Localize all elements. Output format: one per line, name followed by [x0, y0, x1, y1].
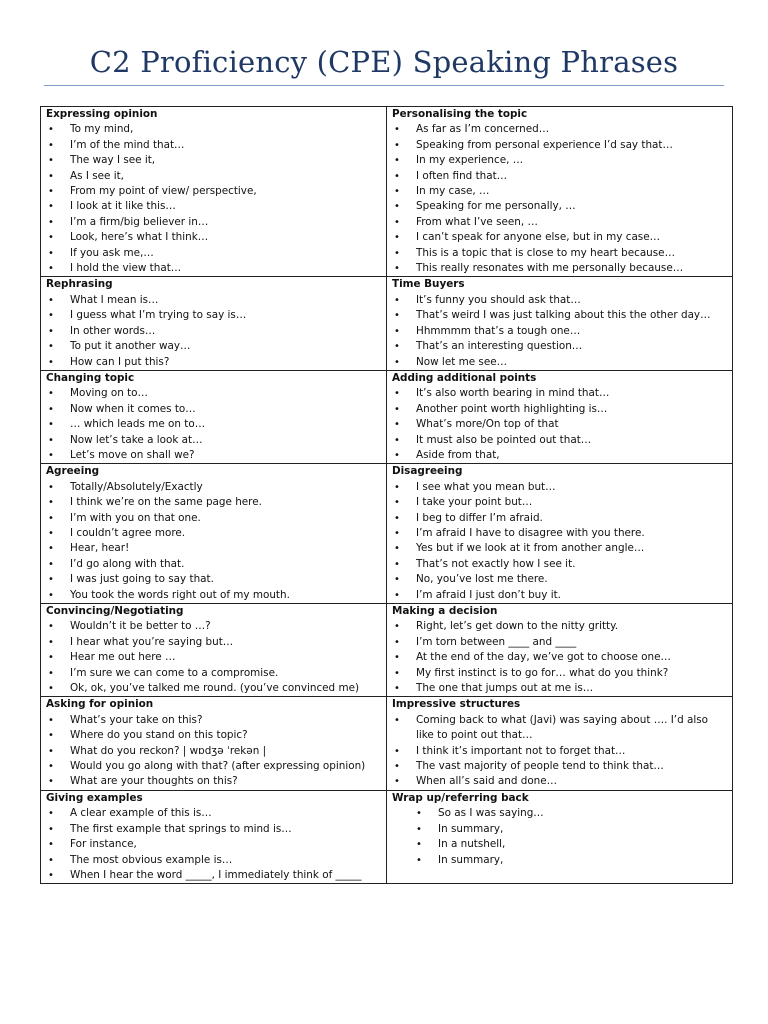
phrase-item: • At the end of the day, we’ve got to choose one…: [392, 650, 728, 665]
phrase-item: • I’d go along with that.: [46, 557, 382, 572]
phrase-item: • The first example that springs to mind is…: [46, 822, 382, 837]
phrase-list: [392, 293, 728, 370]
phrase-item: • It must also be pointed out that…: [392, 433, 728, 448]
phrase-section: [387, 604, 733, 697]
section-heading: Adding additional points: [392, 371, 537, 384]
phrase-item: • Hear, hear!: [46, 541, 382, 556]
phrase-item: • How can I put this?: [46, 355, 382, 370]
section-heading: Making a decision: [392, 605, 498, 617]
phrases-table: [40, 106, 733, 884]
phrase-item: • Now let’s take a look at…: [46, 433, 382, 448]
phrase-item: • Speaking for me personally, …: [392, 199, 728, 214]
phrase-item: • In summary,: [392, 853, 728, 868]
phrase-item: • You took the words right out of my mouth.: [46, 588, 382, 603]
phrase-item: • I can’t speak for anyone else, but in my case…: [392, 230, 728, 245]
phrase-list: [46, 713, 382, 790]
phrase-item: • That’s an interesting question…: [392, 339, 728, 354]
section-heading: Rephrasing: [46, 278, 113, 291]
phrase-item: • Coming back to what (Javi) was saying about …. I’d also like to point out that…: [392, 713, 728, 744]
phrase-list: [392, 386, 728, 463]
phrase-list: [392, 619, 728, 696]
section-heading: Personalising the topic: [392, 108, 528, 120]
phrase-item: • I guess what I’m trying to say is…: [46, 308, 382, 323]
phrase-section: [41, 277, 387, 370]
phrase-item: • … which leads me on to…: [46, 417, 382, 432]
section-heading: Wrap up/referring back: [392, 791, 529, 804]
phrase-section: [387, 697, 733, 790]
phrase-list: [392, 806, 728, 868]
phrase-item: • The way I see it,: [46, 153, 382, 168]
phrase-item: • As far as I’m concerned…: [392, 122, 728, 137]
phrase-item: • Right, let’s get down to the nitty gritty.: [392, 619, 728, 634]
phrase-list: [392, 713, 728, 790]
phrase-section: [387, 464, 733, 604]
phrase-item: • I beg to differ I’m afraid.: [392, 511, 728, 526]
table-row: [41, 790, 733, 883]
phrase-item: • Totally/Absolutely/Exactly: [46, 480, 382, 495]
phrase-section: [387, 370, 733, 463]
table-row: [41, 277, 733, 370]
section-heading: Agreeing: [46, 465, 100, 478]
phrase-item: • What do you reckon? | wɒdʒə ˈrekən |: [46, 744, 382, 759]
phrase-item: • I couldn’t agree more.: [46, 526, 382, 541]
phrase-item: • Moving on to…: [46, 386, 382, 401]
phrase-item: • I think it’s important not to forget that…: [392, 744, 728, 759]
page-title: C2 Proficiency (CPE) Speaking Phrases: [89, 45, 679, 79]
phrase-item: • I think we’re on the same page here.: [46, 495, 382, 510]
phrase-section: [41, 370, 387, 463]
phrase-item: • Speaking from personal experience I’d say that…: [392, 138, 728, 153]
phrase-item: • I’m torn between ____ and ____: [392, 635, 728, 650]
phrase-item: • To my mind,: [46, 122, 382, 137]
phrase-item: • It’s funny you should ask that…: [392, 293, 728, 308]
table-row: [41, 370, 733, 463]
phrase-item: • What’s your take on this?: [46, 713, 382, 728]
phrase-item: • I’m sure we can come to a compromise.: [46, 666, 382, 681]
table-row: [41, 697, 733, 790]
phrase-item: • I see what you mean but…: [392, 480, 728, 495]
phrase-item: • Yes but if we look at it from another angle…: [392, 541, 728, 556]
phrase-item: • I was just going to say that.: [46, 572, 382, 587]
phrase-list: [46, 122, 382, 276]
phrase-list: [392, 122, 728, 276]
phrase-item: • The one that jumps out at me is…: [392, 681, 728, 696]
section-heading: Giving examples: [46, 791, 143, 804]
phrase-item: • This is a topic that is close to my heart because…: [392, 246, 728, 261]
section-heading: Expressing opinion: [46, 108, 158, 120]
section-heading: Impressive structures: [392, 698, 521, 711]
table-row: [41, 604, 733, 697]
phrase-item: • Now when it comes to…: [46, 402, 382, 417]
phrase-section: [387, 277, 733, 370]
phrase-item: • Another point worth highlighting is…: [392, 402, 728, 417]
phrase-list: [46, 480, 382, 603]
section-heading: Disagreeing: [392, 465, 463, 478]
phrase-item: • When all’s said and done…: [392, 774, 728, 789]
phrase-item: • Let’s move on shall we?: [46, 448, 382, 463]
phrase-item: • If you ask me,…: [46, 246, 382, 261]
phrase-item: • So as I was saying…: [392, 806, 728, 821]
section-heading: Time Buyers: [392, 278, 465, 291]
phrase-item: • When I hear the word _____, I immediately think of _____: [46, 868, 382, 883]
phrase-item: • The vast majority of people tend to think that…: [392, 759, 728, 774]
table-row: [41, 107, 733, 277]
phrase-item: • Hear me out here …: [46, 650, 382, 665]
phrase-item: • A clear example of this is…: [46, 806, 382, 821]
phrase-item: • What’s more/On top of that: [392, 417, 728, 432]
phrase-section: [41, 604, 387, 697]
phrase-section: [41, 464, 387, 604]
phrase-item: • In summary,: [392, 822, 728, 837]
phrase-list: [392, 480, 728, 603]
phrase-item: • Ok, ok, you’ve talked me round. (you’ve convinced me): [46, 681, 382, 696]
phrase-item: • Now let me see…: [392, 355, 728, 370]
phrase-section: [41, 107, 387, 277]
phrase-section: [41, 697, 387, 790]
phrase-section: [387, 107, 733, 277]
phrase-item: • From my point of view/ perspective,: [46, 184, 382, 199]
phrase-item: • I look at it like this…: [46, 199, 382, 214]
phrase-item: • To put it another way…: [46, 339, 382, 354]
phrase-item: • It’s also worth bearing in mind that…: [392, 386, 728, 401]
phrase-item: • What I mean is…: [46, 293, 382, 308]
phrase-item: • That’s not exactly how I see it.: [392, 557, 728, 572]
phrase-item: • Hhmmmm that’s a tough one…: [392, 324, 728, 339]
phrase-item: • In my case, …: [392, 184, 728, 199]
phrase-item: • My first instinct is to go for… what do you think?: [392, 666, 728, 681]
phrase-item: • Would you go along with that? (after expressing opinion): [46, 759, 382, 774]
phrase-item: • Wouldn’t it be better to …?: [46, 619, 382, 634]
phrase-item: • I’m afraid I have to disagree with you there.: [392, 526, 728, 541]
phrase-item: • In other words…: [46, 324, 382, 339]
section-heading: Asking for opinion: [46, 698, 154, 711]
phrase-item: • I hold the view that…: [46, 261, 382, 276]
phrase-item: • Look, here’s what I think…: [46, 230, 382, 245]
phrase-item: • I’m of the mind that…: [46, 138, 382, 153]
phrase-item: • Aside from that,: [392, 448, 728, 463]
phrase-item: • What are your thoughts on this?: [46, 774, 382, 789]
title-divider: [44, 85, 724, 86]
section-heading: Changing topic: [46, 371, 135, 384]
phrase-item: • In my experience, …: [392, 153, 728, 168]
phrase-list: [46, 806, 382, 883]
phrase-section: [41, 790, 387, 883]
phrase-item: • No, you’ve lost me there.: [392, 572, 728, 587]
phrase-item: • In a nutshell,: [392, 837, 728, 852]
phrase-list: [46, 619, 382, 696]
table-row: [41, 464, 733, 604]
phrase-item: • I often find that…: [392, 169, 728, 184]
phrase-item: • I hear what you’re saying but…: [46, 635, 382, 650]
phrase-item: • Where do you stand on this topic?: [46, 728, 382, 743]
phrase-item: • This really resonates with me personally because…: [392, 261, 728, 276]
phrase-section: [387, 790, 733, 883]
phrase-item: • I’m with you on that one.: [46, 511, 382, 526]
section-heading: Convincing/Negotiating: [46, 605, 184, 617]
phrase-item: • As I see it,: [46, 169, 382, 184]
phrase-item: • I’m afraid I just don’t buy it.: [392, 588, 728, 603]
phrase-item: • That’s weird I was just talking about this the other day…: [392, 308, 728, 323]
phrase-list: [46, 386, 382, 463]
phrase-item: • From what I’ve seen, …: [392, 215, 728, 230]
phrase-item: • I’m a firm/big believer in…: [46, 215, 382, 230]
phrase-item: • For instance,: [46, 837, 382, 852]
phrase-item: • I take your point but…: [392, 495, 728, 510]
phrase-list: [46, 293, 382, 370]
phrase-item: • The most obvious example is…: [46, 853, 382, 868]
